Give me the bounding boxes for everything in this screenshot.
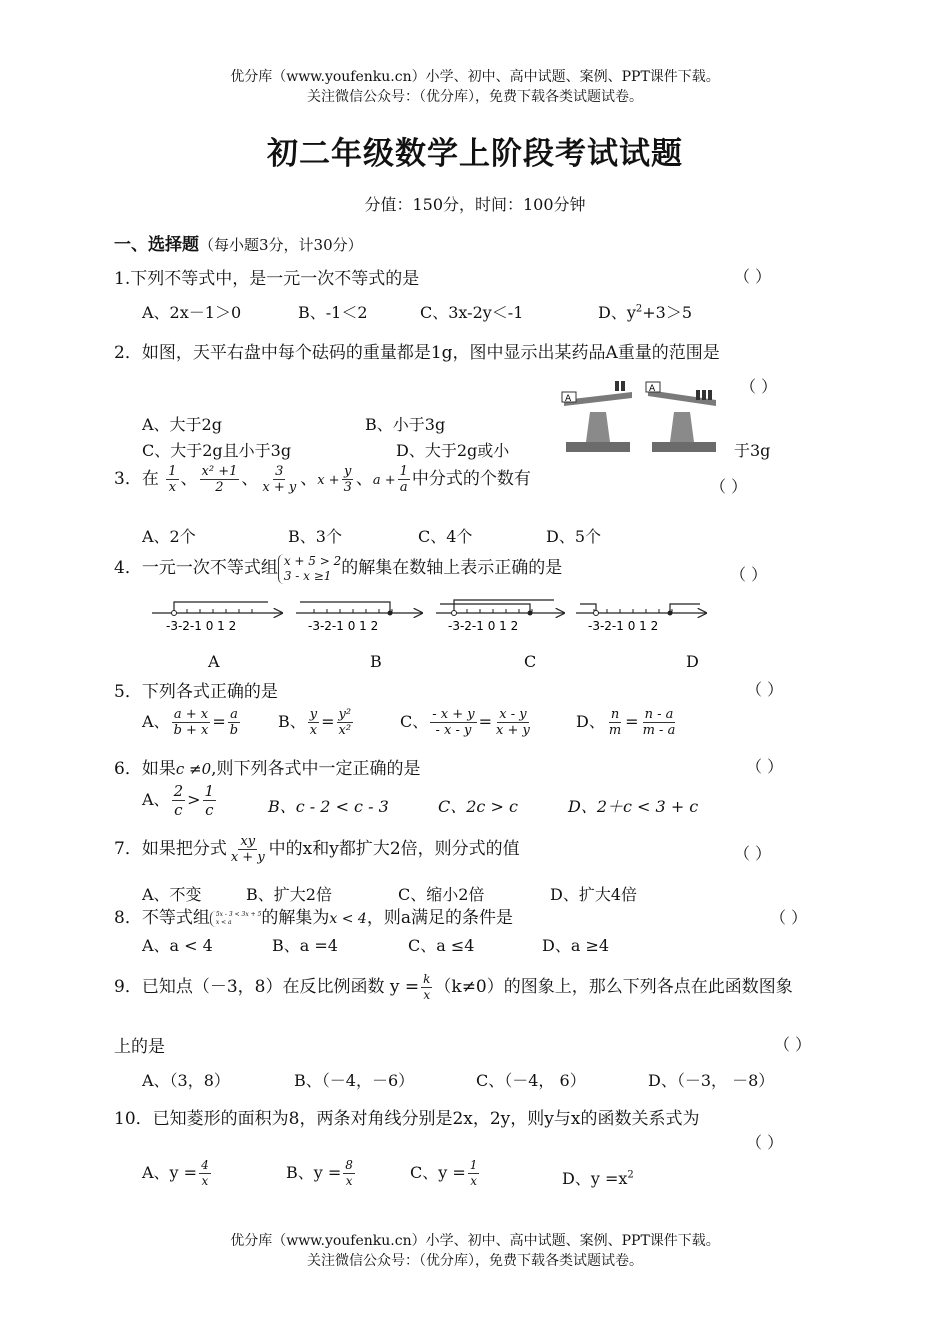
q1-option-b: B、-1＜2 [298,303,368,322]
q5-b-rd: x² [338,723,352,738]
q5-a-rd: b [229,723,239,738]
q5-c-left [430,707,476,738]
q5-b-eq: = [321,712,335,731]
q10-c-frac [468,1158,480,1189]
q7-option-a: A、不变 [142,885,202,904]
q6-option-d: D、2＋c < 3 + c [568,797,699,816]
q3-f2-num: x² +1 [201,464,238,479]
q10-c-num: 1 [469,1158,478,1172]
q10-d-sup: 2 [627,1169,634,1181]
scale-left-label: A [565,394,572,404]
q1-option-c: C、3x-2y＜-1 [420,303,524,322]
q3-option-d: D、5个 [546,527,602,546]
q9-option-d: D、（－3， －8） [648,1071,775,1090]
q5-c-eq: = [478,712,493,731]
q5-b-rn: y² [338,707,352,722]
q8-option-b: B、a =4 [272,936,338,955]
q10-answer-paren: （ ） [746,1133,784,1152]
scale-right [646,382,716,452]
q6-pre: 6．如果 [114,759,176,779]
numberline-a-labels: -3-2-1 0 1 2 [166,619,237,633]
q10-b-den: x [345,1174,353,1188]
q9-f-den: x [423,988,431,1002]
q6-a-rd: c [205,801,214,819]
q3-suffix: 中分式的个数有 [411,469,531,489]
section-heading [114,230,363,255]
q9-stem [114,972,793,1003]
q5-d-rn: n - a [644,707,674,722]
q5-option-c [400,707,534,738]
q5-option-b [278,707,355,738]
q6-a-left [172,782,186,819]
balance-scale-figure [556,372,734,454]
q9-stem-line2: 上的是 [114,1037,165,1057]
q10-b-pre: B、y = [286,1163,342,1182]
q8-sys-2: x < a [215,918,232,926]
numberline-d [576,604,706,633]
q3-answer-paren: （ ） [710,477,748,496]
q3-frac-5 [398,464,410,495]
section-note: （每小题3分，计30分） [199,236,363,254]
q3-sep-3: 、 [300,469,318,489]
q3-frac-2 [200,464,240,495]
q3-option-a: A、2个 [142,527,196,546]
q5-d-eq: = [625,712,639,731]
q10-option-d [562,1166,634,1189]
q8-mid: 的解集为 [261,908,330,928]
scale-right-label: A [649,384,656,394]
q4-stem [114,553,562,584]
numberline-b-labels: -3-2-1 0 1 2 [308,619,379,633]
q6-option-c: C、2c > c [438,797,518,816]
q1-option-a: A、2x－1＞0 [142,303,242,322]
q5-b-left [308,707,319,738]
q3-f5-pre: a + [372,473,396,488]
q4-suffix: 的解集在数轴上表示正确的是 [341,558,563,578]
q9-prefix: 9．已知点（－3，8）在反比例函数 y = [114,977,420,997]
q4-sys-1: x + 5 > 2 [283,553,342,568]
q10-option-b [286,1158,357,1189]
q1-option-d [598,300,692,323]
q5-option-a [142,707,242,738]
q10-c-pre: C、y = [410,1163,466,1182]
q5-a-left [172,707,211,738]
q2-option-d-tail: 于3g [734,441,771,460]
q2-option-b: B、小于3g [365,415,446,434]
q6-option-b: B、c - 2 < c - 3 [268,797,389,816]
q5-b-ld: x [309,723,318,738]
q3-sep-4: 、 [355,469,373,489]
q5-a-label: A、 [142,712,170,731]
q5-a-right [228,707,240,738]
q8-sys-1: 5x - 3 < 3x + 5 [215,910,262,918]
header-banner-line2: 关注微信公众号：（优分库），免费下载各类试题试卷。 [307,89,643,105]
q3-frac-1 [166,464,178,495]
q6-a-rn: 1 [204,782,215,800]
q5-a-ln: a + x [173,707,209,722]
q5-b-right [337,707,354,738]
q3-f4-den: 3 [343,480,352,495]
q10-a-den: x [201,1174,209,1188]
q7-option-d: D、扩大4倍 [550,885,638,904]
q4-label-a: A [208,652,220,671]
q5-d-label: D、 [576,712,605,731]
q10-b-num: 8 [345,1158,353,1172]
q2-option-c: C、大于2g且小于3g [142,441,292,460]
q4-label-b: B [370,652,382,671]
q8-option-c: C、a ≤4 [408,936,475,955]
q3-f5-num: 1 [399,464,408,479]
q2-option-d: D、大于2g或小 [396,441,510,460]
q5-d-ln: n [610,707,620,722]
q7-frac [229,834,267,865]
q7-option-b: B、扩大2倍 [246,885,332,904]
q6-a-ln: 2 [173,782,184,800]
q9-option-b: B、（－4，－6） [294,1071,415,1090]
q7-stem [114,834,520,865]
q10-d-pre: D、y =x [562,1169,628,1188]
q6-stem [114,754,421,779]
q5-d-rd: m - a [642,723,676,738]
q3-frac-4 [342,464,354,495]
q10-a-num: 4 [201,1158,209,1172]
section-title: 一、选择题 [114,235,199,255]
q7-f-den: x + y [230,850,265,865]
q8-stem [114,903,513,928]
q5-b-label: B、 [278,712,306,731]
q1-stem: 1.下列不等式中，是一元一次不等式的是 [114,269,420,289]
q2-answer-paren: （ ） [740,377,778,396]
q7-option-c: C、缩小2倍 [398,885,485,904]
q1-d-sup: 2 [635,303,643,315]
page-title: 初二年级数学上阶段考试试题 [267,136,683,172]
q3-stem [114,464,531,495]
q10-stem: 10．已知菱形的面积为8，两条对角线分别是2x，2y，则y与x的函数关系式为 [114,1109,700,1129]
q5-a-rn: a [230,707,238,722]
q8-option-d: D、a ≥4 [542,936,610,955]
numberline-c [436,600,564,633]
q4-label-d: D [686,652,699,671]
q8-option-a: A、a < 4 [142,936,213,955]
q8-suffix: ，则a满足的条件是 [366,908,513,928]
q6-a-right [203,782,217,819]
q1-d-pre: D、y [598,303,636,322]
q5-c-label: C、 [400,712,429,731]
numberline-d-labels: -3-2-1 0 1 2 [588,619,659,633]
numberline-a [152,602,282,633]
q4-system [278,554,341,584]
q9-answer-paren: （ ） [774,1035,812,1054]
q10-option-a [142,1158,213,1189]
q7-f-num: xy [240,834,256,849]
q9-frac [421,972,432,1003]
numberline-b [296,602,422,633]
q5-stem: 5．下列各式正确的是 [114,682,278,702]
q6-a-op: > [187,790,201,809]
q7-prefix: 7．如果把分式 [114,839,227,859]
q3-sep-2: 、 [241,469,259,489]
q5-d-left [607,707,623,738]
q2-stem: 2．如图，天平右盘中每个砝码的重量都是1g，图中显示出某药品A重量的范围是 [114,343,720,363]
page-subtitle: 分值：150分，时间：100分钟 [364,195,586,214]
numberline-c-labels: -3-2-1 0 1 2 [448,619,519,633]
q3-f1-den: x [168,480,177,495]
q5-option-d [576,707,679,738]
q4-sys-2: 3 - x ≥1 [283,568,332,583]
q5-c-rn: x - y [499,707,527,722]
q3-f4-num: y [344,464,352,479]
q9-suffix: （k≠0）的图象上，那么下列各点在此函数图象 [434,977,793,997]
q4-answer-paren: （ ） [730,565,768,584]
q6-cond: c ≠0 [175,760,212,778]
q9-option-a: A、（3，8） [142,1071,230,1090]
q7-suffix: 中的x和y都扩大2倍，则分式的值 [268,839,520,859]
header-banner-line1: 优分库（www.youfenku.cn）小学、初中、高中试题、案例、PPT课件下载。 [230,69,720,85]
q5-c-right [494,707,532,738]
q10-c-den: x [470,1174,477,1188]
q6-post: ,则下列各式中一定正确的是 [211,759,421,779]
footer-banner-line1: 优分库（www.youfenku.cn）小学、初中、高中试题、案例、PPT课件下载。 [230,1233,720,1249]
q8-cond: x < 4 [329,911,367,927]
q9-option-c: C、（－4， 6） [476,1071,586,1090]
q6-a-ld: c [174,801,183,819]
q3-sep-1: 、 [180,469,198,489]
q3-f5-den: a [399,480,408,495]
q5-c-rd: x + y [496,723,530,738]
q8-system [210,911,262,927]
q3-f3-den: x + y [262,480,297,495]
q5-d-ld: m [608,723,622,738]
q3-f3-num: 3 [275,464,284,479]
q5-a-eq: = [212,712,226,731]
q8-answer-paren: （ ） [770,908,808,927]
q3-option-c: C、4个 [418,527,473,546]
q5-d-right [641,707,678,738]
q5-c-ld: - x - y [435,723,472,738]
q9-f-num: k [423,972,431,986]
q10-b-frac [343,1158,355,1189]
scale-left [562,381,632,452]
q3-f1-num: 1 [168,464,177,479]
q2-option-a: A、大于2g [142,415,222,434]
q4-number-lines [150,596,720,640]
q5-a-ld: b + x [173,723,209,738]
q10-option-c [410,1158,481,1189]
q6-answer-paren: （ ） [746,757,784,776]
footer-banner-line2: 关注微信公众号：（优分库），免费下载各类试题试卷。 [307,1253,643,1269]
q5-c-ln: - x + y [432,707,475,722]
q4-label-c: C [524,652,537,671]
q4-prefix: 4．一元一次不等式组 [114,558,278,578]
q6-a-label: A、 [142,790,170,809]
q8-prefix: 8．不等式组 [114,908,210,928]
q3-option-b: B、3个 [288,527,342,546]
q5-b-ln: y [309,707,318,722]
q7-answer-paren: （ ） [734,844,772,863]
q1-d-post: +3＞5 [642,303,693,322]
q1-answer-paren: （ ） [734,267,772,286]
q6-option-a [142,782,218,819]
q3-f2-den: 2 [215,480,224,495]
q3-prefix: 3．在 [114,469,159,489]
q10-a-pre: A、y = [142,1163,198,1182]
q3-frac-3 [260,464,298,495]
q10-a-frac [199,1158,211,1189]
q3-f4-pre: x + [317,473,340,488]
q5-answer-paren: （ ） [746,680,784,699]
